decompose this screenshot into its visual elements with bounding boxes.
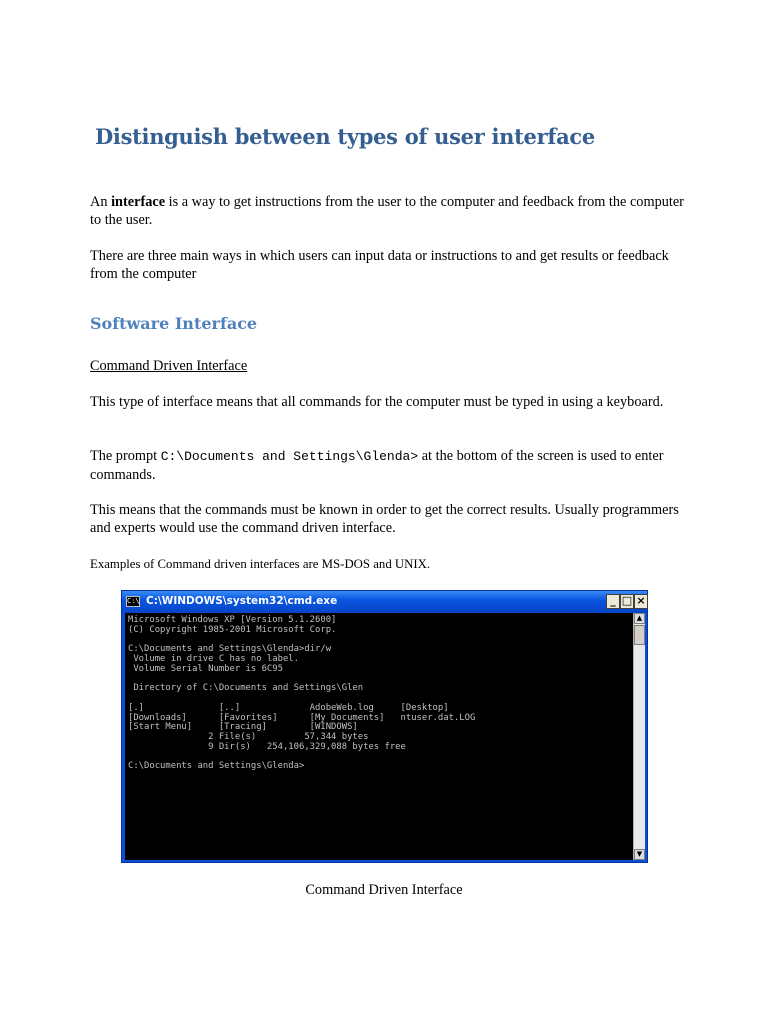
cmd-titlebar [122,591,647,613]
commands-known-paragraph: This means that the commands must be known in order to get the correct results. Usually programmers and experts would use the command driven interface. [90,502,679,536]
scroll-down-arrow-icon: ▼ [634,849,645,860]
prompt-paragraph [90,447,680,484]
intro-prefix: An [90,194,112,210]
subheading-command-driven: Command Driven Interface [90,358,248,374]
intro-paragraph [90,193,690,229]
intro-bold-term: interface [111,194,166,210]
scroll-up-arrow-icon: ▲ [634,613,645,624]
prompt-before: The prompt [90,448,161,464]
console-icon: C:\ [127,597,140,605]
scroll-thumb [634,625,645,645]
examples-paragraph: Examples of Command driven interfaces are MS-DOS and UNIX. [90,557,431,571]
figure-caption: Command Driven Interface [305,882,463,898]
console-scrollbar [633,613,645,860]
cmd-window-title: C:\WINDOWS\system32\cmd.exe [146,595,338,607]
intro-rest: is a way to get instructions from the user to the computer and feedback from the computer to the user. [90,194,684,228]
page-title: Distinguish between types of user interface [95,124,595,149]
prompt-after: at the bottom of the screen is used to enter commands. [90,448,664,483]
three-ways-paragraph: There are three main ways in which users can input data or instructions to and get results or feedback from the computer [90,248,669,282]
minimize-button: _ [606,594,620,609]
maximize-button: □ [621,594,633,607]
console-text: Microsoft Windows XP [Version 5.1.2600] (C) Copyright 1985-2001 Microsoft Corp. C:\Documents and Settings\Glenda>dir/w Volume in drive C has no label. Volume Serial Number is 6C95 Directory of C:\Documents and Settings\Glen [.] [..] AdobeWeb.log [Desktop] [Downloads] [Favorites] [My Documents] ntuser.dat.LOG [Start Menu] [Tracing] [WINDOWS] 2 File(s) 57,344 bytes 9 Dir(s) 254,106,329,088 bytes free C:\Documents and Settings\Glenda> [128,615,476,772]
typed-commands-paragraph: This type of interface means that all commands for the computer must be typed in using a keyboard. [90,394,664,410]
cmd-window-screenshot [121,590,648,863]
prompt-code: C:\Documents and Settings\Glenda> [160,449,419,464]
section-heading: Software Interface [90,314,258,333]
console-output-area [125,613,633,860]
close-button: × [634,594,648,609]
